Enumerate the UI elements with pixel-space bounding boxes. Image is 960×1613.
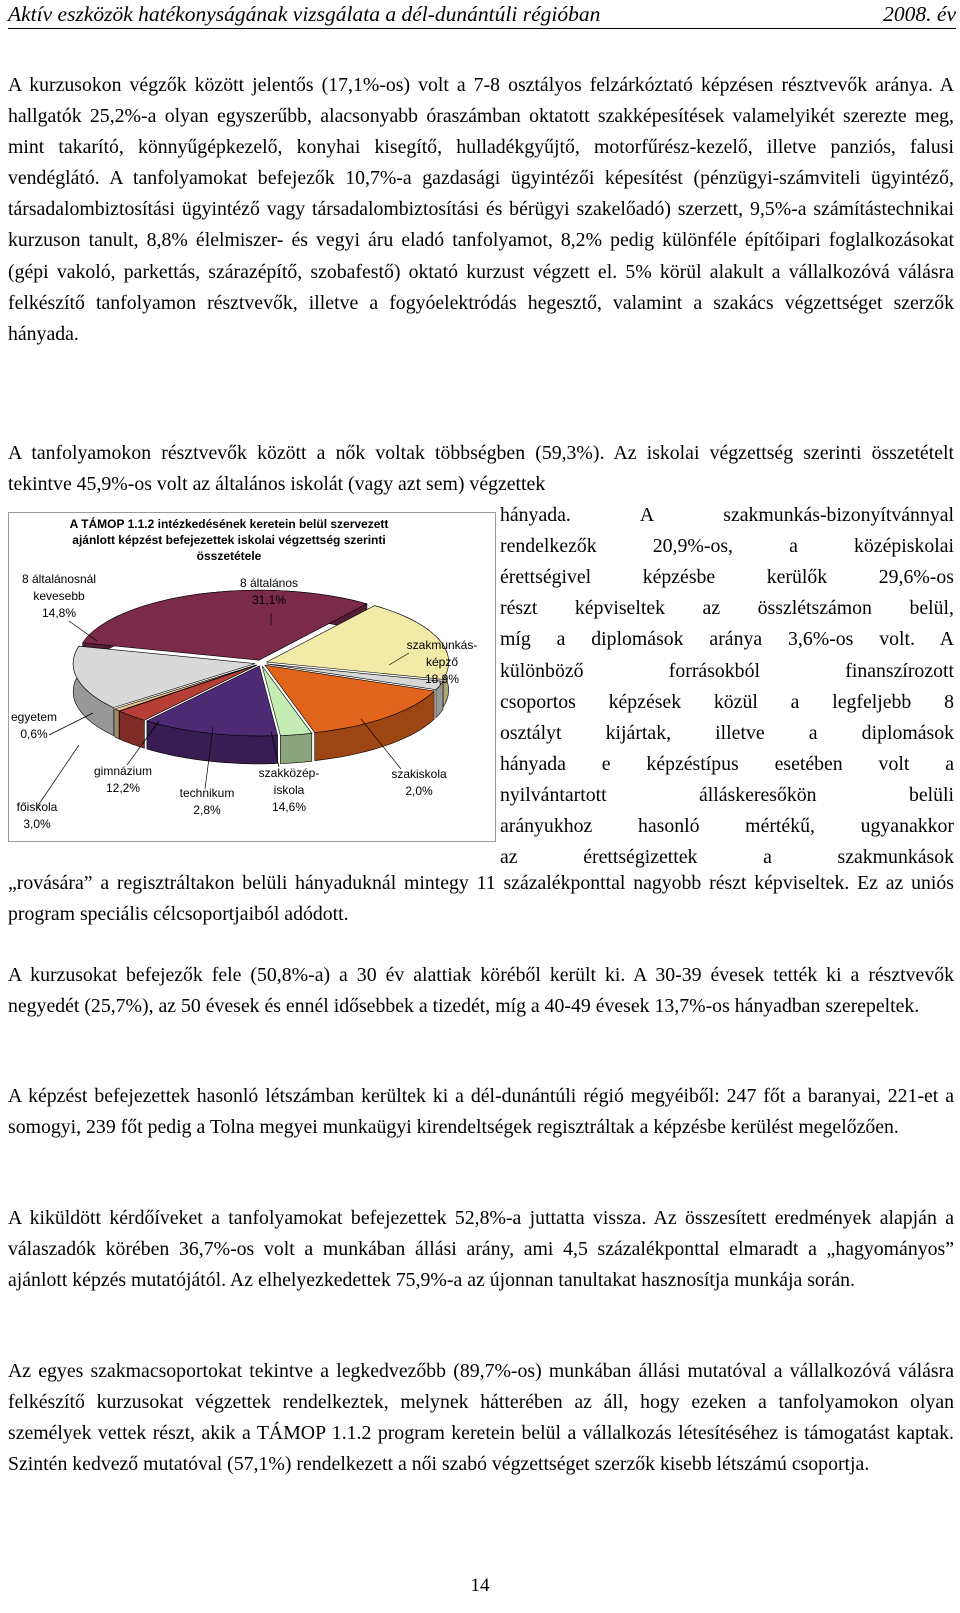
pie-slice-side xyxy=(115,709,119,739)
label-egyetem: egyetem 0,6% xyxy=(10,710,58,741)
wrapped-line: rendelkezők 20,9%-os, a középiskolai xyxy=(500,535,954,558)
label-szakmunkaskepzo: szakmunkás- képző 18,9% xyxy=(406,638,478,686)
label-8-altalanos: 8 általános 31,1% xyxy=(239,576,299,607)
label-technikum: technikum 2,8% xyxy=(179,786,235,817)
wrapped-line: hányada e képzéstípus esetében volt a xyxy=(500,752,954,775)
wrapped-line: részt képviseltek az összlétszámon belül, xyxy=(500,597,954,620)
paragraph-4: A képzést befejezettek hasonló létszámban kerültek ki a dél-dunántúli régió megyéiből: 247 főt a baranyai, 221-et a somogyi, 239 főt pedig a Tolna megyei munkaügyi kirendeltségek regisztráltak a képzésbe kerülést megelőzően. xyxy=(8,1085,954,1139)
leader-line xyxy=(69,621,97,641)
wrapped-line: különböző forrásokból finanszírozott xyxy=(500,659,954,682)
paragraph-3: A kurzusokat befejezők fele (50,8%-a) a 30 év alattiak köréből került ki. A 30-39 évesek tették ki a résztvevők negyedét (25,7%), az 50 évesek és ennél idősebbek a tizedét, míg a 40-49 évesek 13,7%-os hányadban szerepeltek. xyxy=(8,964,954,1018)
label-szakiskola: szakiskola 2,0% xyxy=(391,767,447,798)
paragraph-2-intro: A tanfolyamokon résztvevők között a nők voltak többségben (59,3%). Az iskolai végzettség szerinti összetételt tekintve 45,9%-os volt az általános iskolát (vagy azt sem) végzettek xyxy=(8,442,954,496)
paragraph-6: Az egyes szakmacsoportokat tekintve a legkedvezőbb (89,7%-os) munkában állási mutatóval a vállalkozóvá válásra felkészítő kurzusokat végzettek rendelkeztek, melynek hátterében az áll, hogy ezeken a tanfolyamokon olyan személyek vettek részt, akik a TÁMOP 1.1.2 program keretein belül a vállalkozás létesítéséhez is támogatást kaptak. Szintén kedvező mutatóval (57,1%) rendelkezett a női szabó végzettséget szerzők kisebb létszámú csoportja. xyxy=(8,1360,954,1476)
wrapped-line: érettségivel képzésbe kerülők 29,6%-os xyxy=(500,566,954,589)
label-szakkozepiskola: szakközép- iskola 14,6% xyxy=(258,766,320,814)
paragraph-1: A kurzusokon végzők között jelentős (17,1%-os) volt a 7-8 osztályos felzárkóztató képzésen résztvevők aránya. A hallgatók 25,2%-a olyan egyszerűbb, alacsonyabb óraszámban oktatott szakképesítések valamelyikét szerezte meg, mint takarító, könnyűgépkezelő, konyhai kisegítő, hulladékgyűjtő, motorfűrész-kezelő, illetve panziós, falusi vendéglátó. A tanfolyamokat befejezők 10,7%-a gazdasági ügyintézői képesítést (pénzügyi-számviteli ügyintéző, társadalombiztosítási ügyintéző vagy társadalombiztosítási és bérügyi szakelőadó) szerzett, 9,5%-a számítástechnikai kurzuson tanult, 8,8% élelmiszer- és vegyi áru eladó tanfolyamot, 8,2% pedig különféle építőipari foglalkozásokat (gépi vakoló, parkettás, szárazépítő, szobafestő) oktató kurzust végzett el. 5% körül alakult a vállalkozóvá válásra felkészítő tanfolyamon résztvevők, illetve a fogyóelektródás hegesztő, valamint a szakács végzettséget szerzők hányada. xyxy=(8,74,954,345)
wrapped-line: míg a diplomások aránya 3,6%-os volt. A xyxy=(500,628,954,651)
label-lt8: 8 általánosnál kevesebb 14,8% xyxy=(21,572,97,620)
wrapped-line: arányukhoz hasonló mértékű, ugyanakkor xyxy=(500,815,954,837)
paragraph-2-end: „rovására” a regisztráltakon belüli hányaduknál mintegy 11 százalékponttal nagyobb részt képviseltek. Ez az uniós program speciális célcsoportjaiból adódott. xyxy=(8,872,954,926)
page-number: 14 xyxy=(470,1575,490,1596)
page-header xyxy=(8,0,956,29)
wrapped-line: osztályt kijártak, illetve a diplomások xyxy=(500,721,954,744)
chart-title-line-1: A TÁMOP 1.1.2 intézkedésének keretein belül szervezett xyxy=(69,517,389,531)
leader-line xyxy=(37,745,79,807)
wrapped-line: csoportos képzések közül a legfeljebb 8 xyxy=(500,690,954,713)
label-foiskola: főiskola 3,0% xyxy=(16,800,58,831)
chart-title-line-2: ajánlott képzést befejezettek iskolai végzettség szerinti xyxy=(72,533,386,547)
label-gimnazium: gimnázium 12,2% xyxy=(93,764,153,795)
header-year: 2008. év xyxy=(883,2,956,26)
wrapped-line: hányada. A szakmunkás-bizonyítvánnyal xyxy=(500,504,954,526)
wrapped-line: az érettségizettek a szakmunkások xyxy=(500,846,954,869)
chart-title-line-3: összetétele xyxy=(196,549,262,563)
pie-slice-side xyxy=(280,733,311,763)
pie-chart xyxy=(8,512,496,842)
paragraph-5: A kiküldött kérdőíveket a tanfolyamokat befejezettek 52,8%-a juttatta vissza. Az összesített eredmények alapján a válaszadók körében 36,7%-os volt a munkában állási arány, ami 4,5 százalékponttal elmaradt a „hagyományos” ajánlott képzés mutatójától. Az elhelyezkedettek 75,9%-a az újonnan tanultakat hasznosítja munkája során. xyxy=(8,1207,954,1292)
header-title: Aktív eszközök hatékonyságának vizsgálata a dél-dunántúli régióban xyxy=(8,2,601,26)
wrapped-line: nyilvántartott álláskeresőkön belüli xyxy=(500,783,954,806)
